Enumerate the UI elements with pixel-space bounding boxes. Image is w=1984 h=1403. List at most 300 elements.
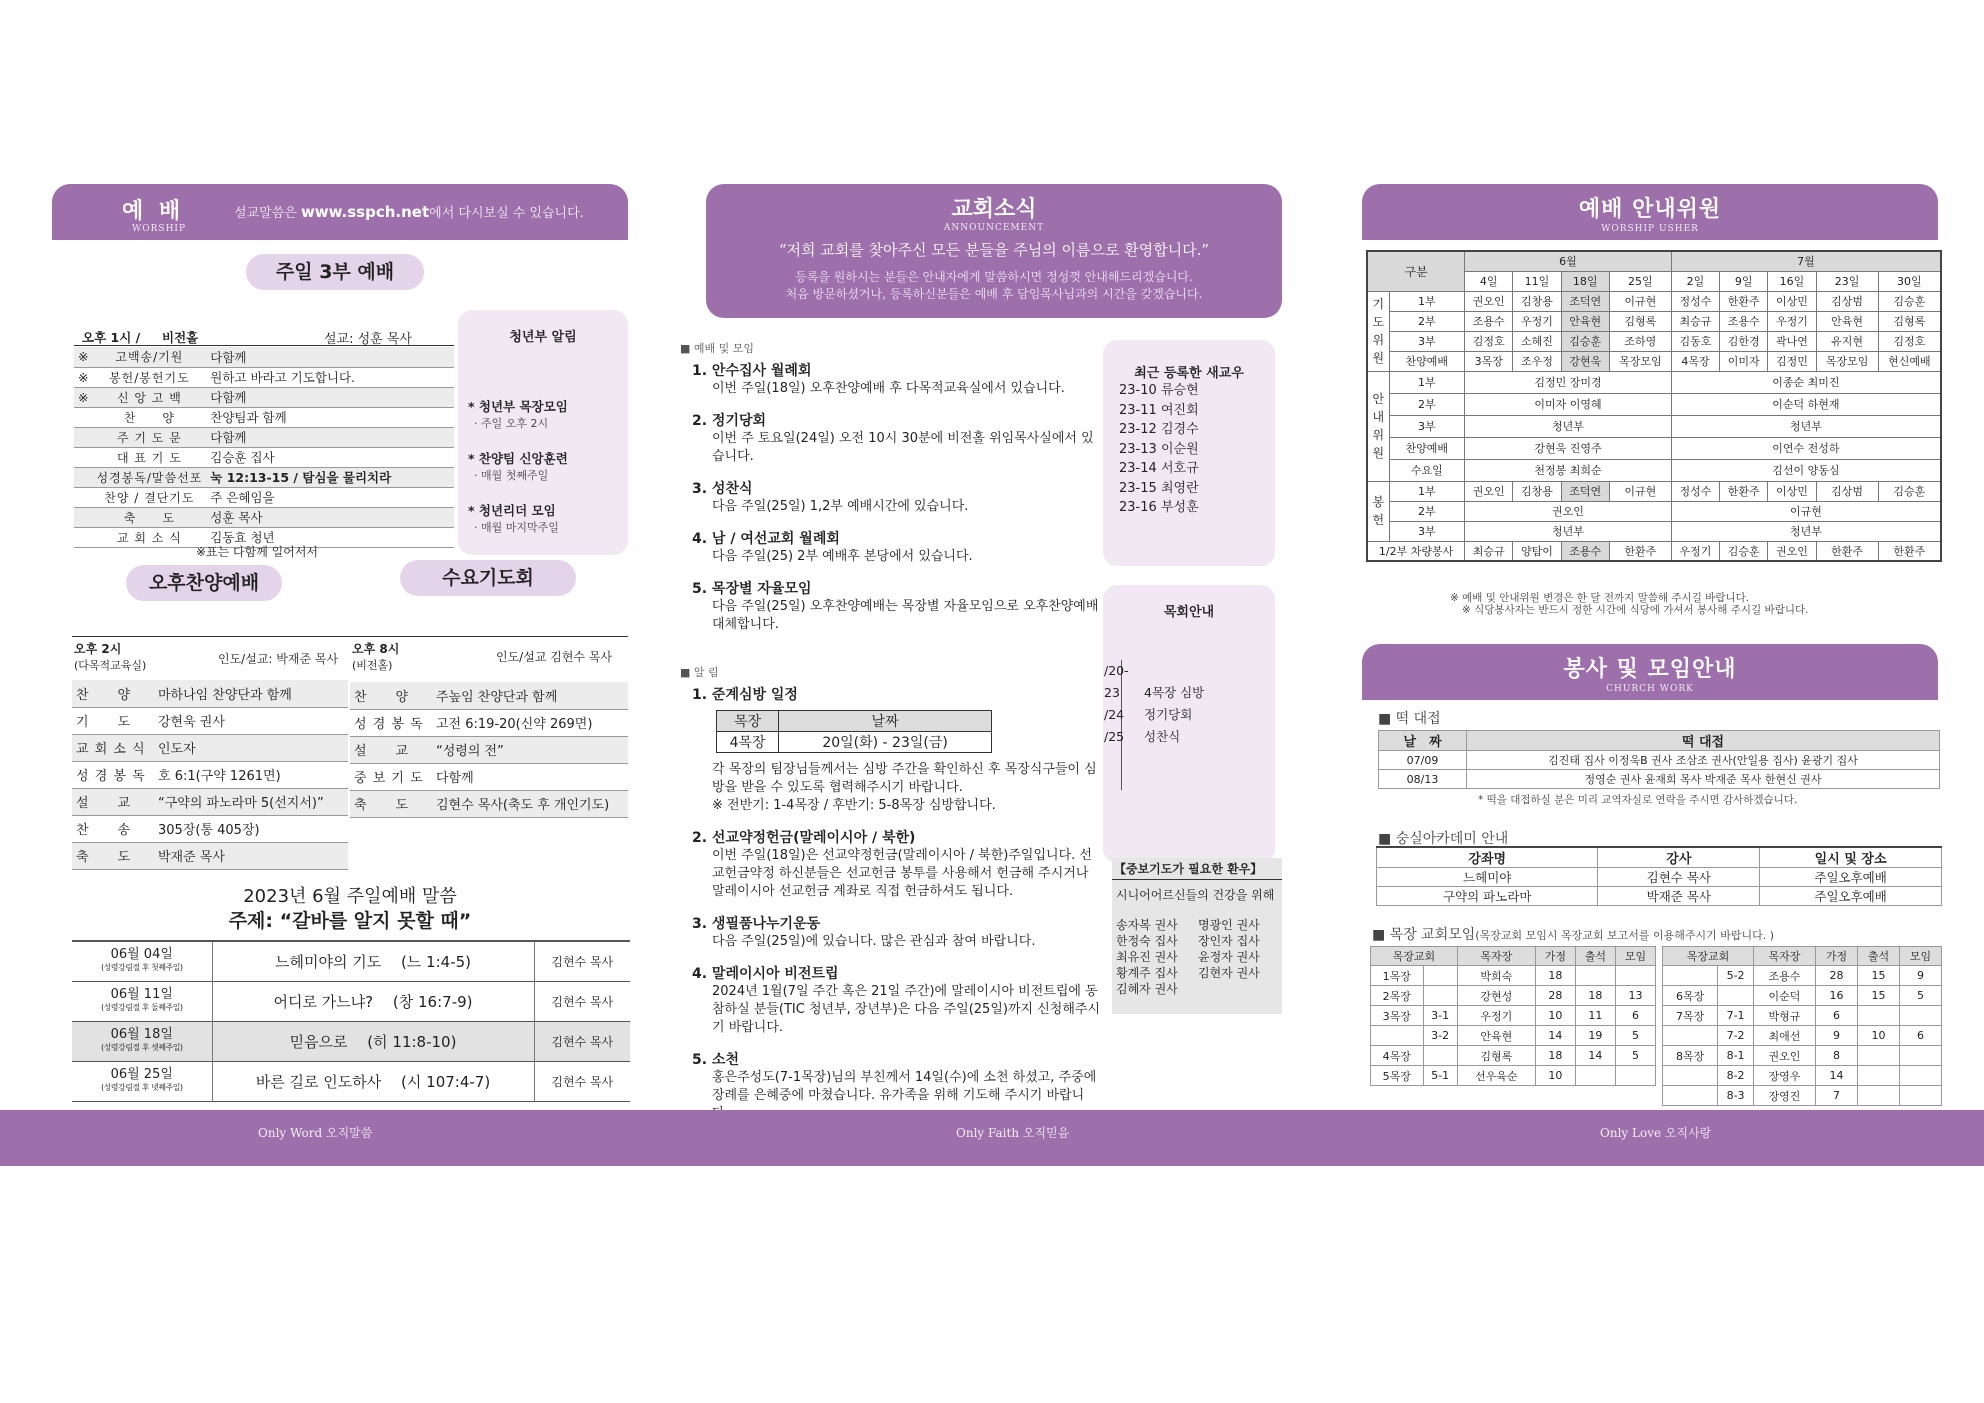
- pm-service-order: [72, 680, 348, 870]
- sermon-season: (성령강림절 후 셋째주일): [100, 1043, 183, 1052]
- youth-item-title: * 찬양팀 신앙훈련: [468, 451, 568, 466]
- usher-cell: 이규현: [1609, 291, 1671, 311]
- cell-value: [1575, 966, 1615, 986]
- prayer-title: 【중보기도가 필요한 환우】: [1112, 858, 1282, 880]
- prayer-name: 송자복 권사: [1116, 918, 1178, 932]
- cell-value: 8목장: [1663, 1046, 1718, 1066]
- member-number: 23-16: [1119, 500, 1157, 515]
- academy-cell: 주일오후예배: [1760, 887, 1942, 906]
- member-number: 23-10: [1119, 383, 1157, 398]
- cell-row: [1663, 1086, 1942, 1106]
- footer-love: Only Love 오직사랑: [1600, 1126, 1712, 1140]
- cell-value: 6: [1899, 1026, 1941, 1046]
- service-row: [72, 761, 348, 788]
- announcement-item-text: 이번 주일(18일)은 선교약정헌금(말레이시아 / 북한)주일입니다. 선교헌금약정 하신분들은 선교헌금 봉투를 사용해서 헌금해 주시거나 말레이시아 선교헌금 계좌로 직접 헌금하셔도 됩니다.: [712, 848, 1092, 899]
- order-value: 마하나임 찬양단과 함께: [154, 680, 348, 707]
- head-cell: 목자장: [1457, 947, 1535, 966]
- work-sub: CHURCH WORK: [1606, 684, 1694, 694]
- usher-cell: 양탐이: [1513, 541, 1561, 561]
- cell-value: [1663, 1086, 1718, 1106]
- sermon-date: 06월 25일: [110, 1067, 173, 1082]
- prayer-row: [1116, 965, 1282, 981]
- head-cell: 모임: [1615, 947, 1655, 966]
- usher-cell: 이미자 이영혜: [1465, 393, 1672, 415]
- order-value: 김승훈 집사: [206, 447, 454, 467]
- order-label: 축 도: [92, 507, 206, 527]
- announcement-item-text: 홍은주성도(7-1목장)님의 부친께서 14일(수)에 소천 하셨고, 주중에 장례를 은혜중에 마쳤습니다. 유가족을 위해 기도해 주시기 바랍니: [712, 1070, 1097, 1103]
- usher-cell: 최승규: [1671, 311, 1719, 331]
- pastoral-event: 성찬식: [1144, 729, 1181, 744]
- pm-service-header: 오후 2시 (다목적교육실) 인도/설교: 박재준 목사: [74, 642, 339, 672]
- service-row: [72, 815, 348, 842]
- announcement-header: [706, 184, 1282, 318]
- usher-cell: 김형록: [1609, 311, 1671, 331]
- youth-item-detail: · 매월 첫째주일: [474, 469, 549, 482]
- order-value: 다함께: [206, 387, 454, 407]
- worship-title: 예 배: [122, 199, 185, 224]
- visit-text: 각 목장의 팀장님들께서는 심방 주간을 확인하신 후 목장식구들이 심방을 받을 수 있도록 협력해주시기 바랍니다.: [712, 762, 1097, 795]
- sermon-title: 느헤미야의 기도 (느 1:4-5): [212, 941, 534, 981]
- order-value: 찬양팀과 함께: [206, 407, 454, 427]
- service-row: [72, 842, 348, 869]
- order-value: 원하고 바라고 기도합니다.: [206, 367, 454, 387]
- service-row: [72, 680, 348, 707]
- cell-table-right: [1662, 946, 1942, 1106]
- order-value: 인도자: [154, 734, 348, 761]
- cell-value: 7목장: [1663, 1006, 1718, 1026]
- head-cell: 7월: [1671, 251, 1941, 271]
- order-label: 성 경 봉 독: [72, 761, 154, 788]
- cell-value: 18: [1535, 966, 1575, 986]
- worship-sub: WORSHIP: [132, 224, 187, 234]
- head-cell: 일시 및 장소: [1760, 847, 1942, 868]
- stand-mark: ※: [74, 367, 92, 387]
- usher-cell: 1부: [1389, 291, 1465, 311]
- usher-row: [1367, 521, 1941, 541]
- member-name: 이순원: [1161, 441, 1199, 457]
- order-value: 성훈 목사: [206, 507, 454, 527]
- new-member: [1119, 401, 1275, 421]
- academy-cell: 구약의 파노라마: [1377, 887, 1598, 906]
- academy-cell: 박재준 목사: [1598, 887, 1760, 906]
- usher-cell: 김승훈: [1878, 291, 1941, 311]
- head-cell: 목장교회: [1663, 947, 1754, 966]
- youth-item-detail: · 매월 마지막주일: [474, 521, 559, 534]
- cell-value: [1718, 986, 1754, 1006]
- usher-note-1: ※ 예배 및 안내위원 변경은 한 달 전까지 말씀해 주시길 바랍니다.: [1450, 592, 1750, 604]
- sermon-theme: 주제: “갈바를 알지 못할 때”: [228, 910, 472, 932]
- prayer-name: 김현자 권사: [1198, 966, 1260, 980]
- usher-row: [1367, 371, 1941, 393]
- stand-mark: [74, 527, 92, 547]
- academy-table: [1376, 846, 1942, 906]
- announcement-item: [692, 913, 1100, 951]
- cell-value: 18: [1535, 1046, 1575, 1066]
- rice-date: 07/09: [1379, 751, 1467, 770]
- pastoral-box: [1103, 585, 1275, 863]
- sermon-row: [72, 1021, 630, 1061]
- service-row: [74, 507, 454, 527]
- cell-value: 28: [1815, 966, 1857, 986]
- new-member: [1119, 440, 1275, 460]
- usher-cell: 조용수: [1465, 311, 1513, 331]
- cell-value: 15: [1857, 966, 1899, 986]
- welcome-message: “저희 교회를 찾아주신 모든 분들을 주님의 이름으로 환영합니다.”: [778, 241, 1210, 259]
- usher-cell: 김형록: [1878, 311, 1941, 331]
- cell-value: 16: [1815, 986, 1857, 1006]
- order-value: 김현수 목사(축도 후 개인기도): [432, 790, 628, 817]
- cell-row: [1663, 1026, 1942, 1046]
- cell-row: [1371, 1026, 1656, 1046]
- service-row: [74, 447, 454, 467]
- wed-service-header: 오후 8시 (비전홀) 인도/설교 김현수 목사: [352, 642, 613, 672]
- usher-cell: 권오인: [1465, 501, 1672, 521]
- rice-table: [1378, 730, 1940, 789]
- service-row: [74, 347, 454, 367]
- prayer-name: 윤정자 권사: [1198, 950, 1260, 964]
- member-name: 부성훈: [1161, 500, 1199, 515]
- cell-value: [1857, 1066, 1899, 1086]
- cell-row: [1663, 986, 1942, 1006]
- cell-value: 조용수: [1753, 966, 1815, 986]
- announcement-item-title: 3. 성찬식: [692, 481, 753, 497]
- order-value: 다함께: [206, 427, 454, 447]
- youth-item-title: * 청년부 목장모임: [468, 399, 568, 414]
- sermon-preacher: 김현수 목사: [551, 1034, 614, 1049]
- cell-value: 8-3: [1718, 1086, 1754, 1106]
- footer-band: [0, 1110, 1984, 1166]
- cell-value: 장영진: [1753, 1086, 1815, 1106]
- sermon-date: 06월 11일: [110, 987, 173, 1002]
- head-cell: 구분: [1367, 251, 1465, 291]
- cell-value: 7-2: [1718, 1026, 1754, 1046]
- order-label: 교 회 소 식: [92, 527, 206, 547]
- new-member: [1119, 381, 1275, 401]
- youth-notice-list: [458, 397, 628, 535]
- sermon-date: 06월 18일: [110, 1027, 173, 1042]
- group-label: 봉헌: [1367, 481, 1389, 541]
- usher-row: [1367, 393, 1941, 415]
- cell-value: 9: [1815, 1026, 1857, 1046]
- cell-value: [1423, 986, 1457, 1006]
- cell-value: [1857, 1006, 1899, 1026]
- academy-title: ■ 숭실아카데미 안내: [1378, 831, 1509, 847]
- cell-value: 15: [1857, 986, 1899, 1006]
- usher-cell: 이규현: [1671, 501, 1941, 521]
- welcome-detail-1: 등록을 원하시는 분들은 안내자에게 말씀하시면 정성껏 안내해드리겠습니다.: [795, 270, 1193, 284]
- pastoral-date: /20-23: [1104, 663, 1129, 700]
- announcement-item: [692, 360, 1100, 398]
- order-label: 찬 양: [350, 682, 432, 709]
- usher-sub: WORSHIP USHER: [1601, 224, 1699, 234]
- announcement-item-text: 이번 주일(18일) 오후찬양예배 후 다목적교육실에서 있습니다.: [712, 381, 1065, 396]
- usher-cell: 안육현: [1561, 311, 1609, 331]
- website-link[interactable]: www.sspch.net: [300, 203, 430, 221]
- usher-cell: 2부: [1389, 311, 1465, 331]
- visit-cell: 4목장: [717, 732, 779, 753]
- prayer-row: [1116, 917, 1282, 933]
- usher-row: [1367, 311, 1941, 331]
- cell-value: 14: [1575, 1046, 1615, 1066]
- cell-row: [1663, 1046, 1942, 1066]
- cell-value: 강현성: [1457, 986, 1535, 1006]
- order-value: 김동효 청년: [206, 527, 454, 547]
- usher-cell: 소혜진: [1513, 331, 1561, 351]
- sermon-title: 바른 길로 인도하사 (시 107:4-7): [212, 1061, 534, 1101]
- service-row: [350, 682, 628, 709]
- prayer-sub: 시니어어르신들의 건강을 위해: [1116, 888, 1275, 902]
- sermon-title: 어디로 가느냐? (창 16:7-9): [212, 981, 534, 1021]
- cell-value: 5: [1899, 986, 1941, 1006]
- cell-value: [1423, 966, 1457, 986]
- usher-cell: 청년부: [1671, 521, 1941, 541]
- cell-value: 8: [1815, 1046, 1857, 1066]
- stand-mark: ※: [74, 387, 92, 407]
- order-value: “성령의 전”: [432, 736, 628, 763]
- usher-cell: 수요일: [1389, 459, 1465, 481]
- announcement-item-title: 2. 선교약정헌금(말레이시아 / 북한): [692, 830, 916, 846]
- usher-cell: 이순덕 하현재: [1671, 393, 1941, 415]
- usher-cell: 조덕연: [1561, 291, 1609, 311]
- usher-cell: 강현욱: [1561, 351, 1609, 371]
- usher-cell: 우정기: [1768, 311, 1816, 331]
- service-row: [350, 790, 628, 817]
- service-row: [74, 367, 454, 387]
- cell-value: [1899, 1086, 1941, 1106]
- announcement-title: 교회소식: [951, 197, 1037, 222]
- announcement-item-title: 4. 남 / 여선교회 월례회: [692, 531, 840, 547]
- order-label: 설 교: [350, 736, 432, 763]
- service-row: [72, 734, 348, 761]
- welcome-detail-2: 처음 방문하셨거나, 등록하신분들은 예배 후 담임목사님과의 시간을 갖겠습니다.: [785, 287, 1203, 301]
- usher-note-2: ※ 식당봉사자는 반드시 정한 시간에 식당에 가셔서 봉사해 주시길 바랍니다.: [1462, 604, 1809, 616]
- worship-header: [52, 184, 628, 240]
- head-cell: 6월: [1465, 251, 1672, 271]
- usher-cell: 청년부: [1465, 521, 1672, 541]
- usher-cell: 한환주: [1720, 291, 1768, 311]
- academy-cell: 주일오후예배: [1760, 868, 1942, 887]
- announcement-item: [692, 827, 1100, 901]
- cell-value: 이순덕: [1753, 986, 1815, 1006]
- stand-mark: [74, 487, 92, 507]
- usher-cell: 1부: [1389, 371, 1465, 393]
- rice-row: [1379, 751, 1940, 770]
- cell-row: [1663, 1066, 1942, 1086]
- cell-value: 5-2: [1718, 966, 1754, 986]
- member-name: 김경수: [1161, 422, 1199, 437]
- cell-value: 14: [1535, 1026, 1575, 1046]
- academy-cell: 느헤미야: [1377, 868, 1598, 887]
- cell-value: 5-1: [1423, 1066, 1457, 1086]
- stand-mark: [74, 507, 92, 527]
- announcement-item: [692, 963, 1100, 1037]
- usher-cell: 목장모임: [1609, 351, 1671, 371]
- usher-cell: 1부: [1389, 481, 1465, 501]
- cell-head: [1663, 947, 1942, 966]
- announcement-item-title: 5. 목장별 자율모임: [692, 581, 812, 597]
- usher-cell: 청년부: [1671, 415, 1941, 437]
- usher-cell: 조용수: [1720, 311, 1768, 331]
- announcement-item-text: 2024년 1월(7일 주간 혹은 21일 주간)에 말레이시아 비전트립에 동참하실 분들(TIC 청년부, 장년부)은 다음 주일(25일)까지 신청해주시기 바랍니다.: [712, 984, 1100, 1035]
- third-service-header: 오후 1시 / 비전홀 설교: 성훈 목사: [74, 326, 454, 346]
- order-value: 주높임 찬양단과 함께: [432, 682, 628, 709]
- cell-value: [1371, 1026, 1424, 1046]
- cell-value: 3목장: [1371, 1006, 1424, 1026]
- cell-value: 2목장: [1371, 986, 1424, 1006]
- pastoral-event: 정기당회: [1144, 707, 1193, 722]
- usher-cell: 김정민 장미경: [1465, 371, 1672, 393]
- service-row: [350, 736, 628, 763]
- usher-title: 예배 안내위원: [1578, 197, 1722, 222]
- cell-value: 장영우: [1753, 1066, 1815, 1086]
- usher-cell: 4목장: [1671, 351, 1719, 371]
- usher-table: [1366, 250, 1942, 562]
- prayer-name: 장인자 집사: [1198, 934, 1260, 948]
- prayer-row: [1116, 949, 1282, 965]
- cell-title: ■ 목장 교회모임(목장교회 모임시 목장교회 보고서를 이용해주시기 바랍니다. ): [1372, 927, 1774, 943]
- usher-cell: 찬양예배: [1389, 351, 1465, 371]
- order-label: 대 표 기 도: [92, 447, 206, 467]
- head-cell: 날 짜: [1379, 731, 1467, 751]
- usher-cell: 현신예배: [1878, 351, 1941, 371]
- wed-service-order: [350, 682, 628, 818]
- youth-item: [468, 449, 628, 483]
- cell-value: 4목장: [1371, 1046, 1424, 1066]
- date-cell: 18일: [1561, 271, 1609, 291]
- youth-item-title: * 청년리더 모임: [468, 503, 556, 518]
- usher-cell: 이연수 전성하: [1671, 437, 1941, 459]
- usher-row: [1367, 351, 1941, 371]
- cell-row: [1663, 966, 1942, 986]
- service-row: [74, 427, 454, 447]
- usher-cell: 김한경: [1720, 331, 1768, 351]
- usher-head: [1367, 251, 1941, 271]
- pastoral-event: 4목장 심방: [1144, 685, 1205, 700]
- prayer-name: 한정숙 집사: [1116, 934, 1178, 948]
- order-label: 성 경 봉 독: [350, 709, 432, 736]
- visit-note: ※ 전반기: 1-4목장 / 후반기: 5-8목장 심방합니다.: [712, 798, 996, 813]
- member-name: 류승현: [1161, 383, 1199, 398]
- cell-value: [1899, 1066, 1941, 1086]
- sermon-row: [72, 1061, 630, 1101]
- announcement-item-text: 다음 주일(25일)에 있습니다. 많은 관심과 참여 바랍니다.: [712, 934, 1036, 949]
- car-row: [1367, 541, 1941, 561]
- cell-value: [1899, 1046, 1941, 1066]
- announcement-item-title: 1. 안수집사 월례회: [692, 363, 812, 379]
- head-cell: 출석: [1575, 947, 1615, 966]
- cell-row: [1371, 1066, 1656, 1086]
- usher-row: [1367, 481, 1941, 501]
- rice-head: [1379, 731, 1940, 751]
- head-cell: 목장교회: [1371, 947, 1458, 966]
- usher-cell: 김정호: [1465, 331, 1513, 351]
- service-row: [350, 763, 628, 790]
- date-cell: 30일: [1878, 271, 1941, 291]
- order-label: 찬양 / 결단기도: [92, 487, 206, 507]
- usher-cell: 김창용: [1513, 481, 1561, 501]
- head-cell: 목자장: [1753, 947, 1815, 966]
- usher-cell: 이상민: [1768, 481, 1816, 501]
- cell-value: 1목장: [1371, 966, 1424, 986]
- announcement-item-text: 다음 주일(25일) 오후찬양예배는 목장별 자율모임으로 오후찬양예배 대체합니다.: [712, 599, 1099, 632]
- stand-mark: ※: [74, 347, 92, 367]
- cell-value: 7: [1815, 1086, 1857, 1106]
- visit-cell: 20일(화) - 23일(금): [779, 732, 992, 753]
- cell-value: 8-2: [1718, 1066, 1754, 1086]
- prayer-box: [1112, 858, 1282, 1014]
- work-title: 봉사 및 모임안내: [1563, 657, 1737, 682]
- order-label: 찬 양: [72, 680, 154, 707]
- cell-value: 10: [1857, 1026, 1899, 1046]
- usher-cell: 정성수: [1671, 481, 1719, 501]
- announcement-item-title: 3. 생필품나누기운동: [692, 916, 821, 932]
- service-row: [72, 707, 348, 734]
- date-cell: 9일: [1720, 271, 1768, 291]
- youth-notice-title: 청년부 알림: [509, 330, 577, 345]
- service-row: [74, 407, 454, 427]
- section-label: ■ 알 림: [680, 666, 719, 679]
- date-cell: 25일: [1609, 271, 1671, 291]
- service-row: [350, 709, 628, 736]
- service-row: [72, 788, 348, 815]
- usher-cell: 이미자: [1720, 351, 1768, 371]
- announcement-item-title: 2. 정기당회: [692, 413, 767, 429]
- member-number: 23-15: [1119, 480, 1157, 496]
- usher-cell: 이상민: [1768, 291, 1816, 311]
- new-member: [1119, 420, 1275, 440]
- new-member: [1119, 498, 1275, 518]
- order-value: 다함께: [206, 347, 454, 367]
- head-cell: 가정: [1815, 947, 1857, 966]
- usher-cell: 유지현: [1816, 331, 1878, 351]
- head-cell: 가정: [1535, 947, 1575, 966]
- announcement-item-text: 다음 주일(25) 2부 예배후 본당에서 있습니다.: [712, 549, 973, 564]
- sermon-preacher: 김현수 목사: [551, 954, 614, 969]
- pastoral-item: [1104, 704, 1275, 726]
- order-label: 설 교: [72, 788, 154, 815]
- cell-value: [1663, 966, 1718, 986]
- cell-value: 안육현: [1457, 1026, 1535, 1046]
- usher-cell: 한환주: [1720, 481, 1768, 501]
- usher-cell: 2부: [1389, 393, 1465, 415]
- usher-cell: 우정기: [1671, 541, 1719, 561]
- youth-item: [468, 501, 628, 535]
- rice-row: [1379, 770, 1940, 789]
- footer-word: Only Word 오직말씀: [258, 1126, 373, 1140]
- usher-cell: 안육현: [1816, 311, 1878, 331]
- new-member: [1119, 459, 1275, 479]
- prayer-row: [1116, 981, 1282, 997]
- worship-note: 설교말씀은 www.sspch.net에서 다시보실 수 있습니다.: [234, 203, 584, 221]
- month-sermon-title: 2023년 6월 주일예배 말씀: [243, 886, 457, 907]
- order-value: 강현욱 권사: [154, 707, 348, 734]
- usher-cell: 김정호: [1878, 331, 1941, 351]
- stand-mark: [74, 467, 92, 487]
- announcement-item-text: 다음 주일(25일) 1,2부 예배시간에 있습니다.: [712, 499, 969, 514]
- cell-value: 8-1: [1718, 1046, 1754, 1066]
- cell-value: 6: [1615, 1006, 1655, 1026]
- afternoon-service-title: 오후찬양예배: [126, 565, 282, 601]
- service-row: [74, 387, 454, 407]
- order-label: 고백송/기원: [92, 347, 206, 367]
- cell-row: [1371, 986, 1656, 1006]
- usher-cell: 최승규: [1465, 541, 1513, 561]
- cell-value: [1857, 1046, 1899, 1066]
- usher-cell: 권오인: [1465, 481, 1513, 501]
- usher-cell: 우정기: [1513, 311, 1561, 331]
- usher-cell: 강현욱 진영주: [1465, 437, 1672, 459]
- youth-item: [468, 397, 628, 431]
